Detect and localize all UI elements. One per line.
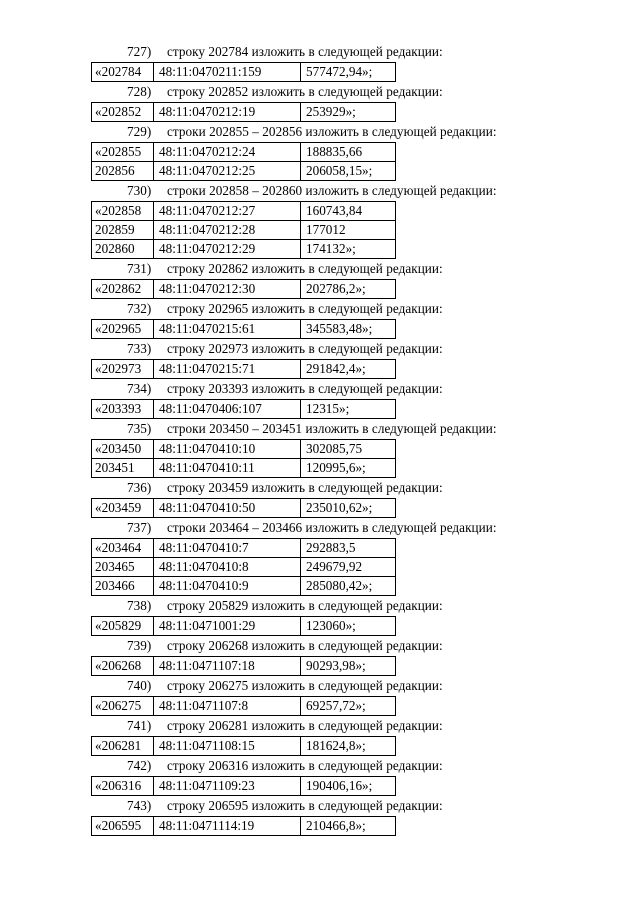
cadastral-number-cell: 48:11:0471107:18 [154,657,301,676]
item-text: строку 203459 изложить в следующей редакции: [167,480,443,495]
amendment-section [0,756,640,796]
value-cell: 190406,16»; [301,777,396,796]
row-number-cell: «202784 [92,63,154,82]
document-body [0,42,640,836]
amendment-section [0,42,640,82]
amendment-table [91,498,396,518]
row-number-cell: 202859 [92,221,154,240]
amendment-heading [0,122,640,142]
row-number-cell: «202862 [92,280,154,299]
item-number: 734) [127,381,152,396]
table-row [92,280,396,299]
value-cell: 291842,4»; [301,360,396,379]
row-number-cell: «206595 [92,817,154,836]
table-row [92,63,396,82]
amendment-heading [0,716,640,736]
cadastral-number-cell: 48:11:0470410:50 [154,499,301,518]
row-number-cell: «202855 [92,143,154,162]
value-cell: 188835,66 [301,143,396,162]
row-number-cell: «206268 [92,657,154,676]
table-row [92,777,396,796]
amendment-heading [0,299,640,319]
item-text: строку 202852 изложить в следующей редакции: [167,84,443,99]
cadastral-number-cell: 48:11:0471001:29 [154,617,301,636]
amendment-table [91,696,396,716]
value-cell: 302085,75 [301,440,396,459]
item-number: 737) [127,520,152,535]
amendment-table [91,399,396,419]
cadastral-number-cell: 48:11:0470215:71 [154,360,301,379]
amendment-section [0,181,640,259]
item-number: 739) [127,638,152,653]
item-text: строку 205829 изложить в следующей редакции: [167,598,443,613]
amendment-section [0,259,640,299]
amendment-heading [0,379,640,399]
item-number: 732) [127,301,152,316]
item-number: 730) [127,183,152,198]
item-number: 741) [127,718,152,733]
value-cell: 249679,92 [301,558,396,577]
cadastral-number-cell: 48:11:0470212:24 [154,143,301,162]
item-number: 742) [127,758,152,773]
value-cell: 90293,98»; [301,657,396,676]
row-number-cell: «206281 [92,737,154,756]
amendment-table [91,279,396,299]
item-text: строку 202784 изложить в следующей редакции: [167,44,443,59]
table-row [92,657,396,676]
value-cell: 235010,62»; [301,499,396,518]
amendment-table [91,201,396,259]
amendment-section [0,518,640,596]
row-number-cell: «202973 [92,360,154,379]
amendment-heading [0,42,640,62]
cadastral-number-cell: 48:11:0470215:61 [154,320,301,339]
amendment-section [0,716,640,756]
cadastral-number-cell: 48:11:0470212:25 [154,162,301,181]
value-cell: 210466,8»; [301,817,396,836]
amendment-section [0,676,640,716]
cadastral-number-cell: 48:11:0471109:23 [154,777,301,796]
table-row [92,697,396,716]
amendment-table [91,439,396,478]
amendment-table [91,776,396,796]
item-text: строку 206281 изложить в следующей редакции: [167,718,443,733]
table-row [92,459,396,478]
value-cell: 160743,84 [301,202,396,221]
amendment-table [91,538,396,596]
amendment-heading [0,518,640,538]
amendment-table [91,736,396,756]
amendment-section [0,596,640,636]
value-cell: 120995,6»; [301,459,396,478]
row-number-cell: «203393 [92,400,154,419]
item-number: 727) [127,44,152,59]
item-text: строку 206595 изложить в следующей редакции: [167,798,443,813]
table-row [92,577,396,596]
amendment-heading [0,756,640,776]
table-row [92,737,396,756]
cadastral-number-cell: 48:11:0470211:159 [154,63,301,82]
item-text: строку 202973 изложить в следующей редакции: [167,341,443,356]
item-text: строку 206316 изложить в следующей редакции: [167,758,443,773]
cadastral-number-cell: 48:11:0470212:27 [154,202,301,221]
item-number: 740) [127,678,152,693]
item-number: 731) [127,261,152,276]
row-number-cell: «203450 [92,440,154,459]
table-row [92,539,396,558]
value-cell: 292883,5 [301,539,396,558]
amendment-table [91,359,396,379]
cadastral-number-cell: 48:11:0470410:7 [154,539,301,558]
value-cell: 253929»; [301,103,396,122]
item-text: строки 203450 – 203451 изложить в следующей редакции: [167,421,497,436]
row-number-cell: «202852 [92,103,154,122]
table-row [92,617,396,636]
table-row [92,817,396,836]
amendment-table [91,816,396,836]
amendment-heading [0,636,640,656]
amendment-section [0,82,640,122]
amendment-section [0,299,640,339]
amendment-heading [0,339,640,359]
item-text: строки 203464 – 203466 изложить в следующей редакции: [167,520,497,535]
table-row [92,440,396,459]
amendment-heading [0,796,640,816]
amendment-heading [0,478,640,498]
value-cell: 123060»; [301,617,396,636]
row-number-cell: «202858 [92,202,154,221]
amendment-section [0,339,640,379]
row-number-cell: 202856 [92,162,154,181]
amendment-heading [0,419,640,439]
cadastral-number-cell: 48:11:0471108:15 [154,737,301,756]
value-cell: 577472,94»; [301,63,396,82]
amendment-table [91,102,396,122]
value-cell: 69257,72»; [301,697,396,716]
item-number: 743) [127,798,152,813]
table-row [92,320,396,339]
amendment-table [91,319,396,339]
cadastral-number-cell: 48:11:0470410:10 [154,440,301,459]
value-cell: 345583,48»; [301,320,396,339]
amendment-table [91,616,396,636]
table-row [92,558,396,577]
value-cell: 181624,8»; [301,737,396,756]
cadastral-number-cell: 48:11:0470410:11 [154,459,301,478]
item-text: строку 206275 изложить в следующей редакции: [167,678,443,693]
row-number-cell: «203459 [92,499,154,518]
amendment-section [0,796,640,836]
amendment-heading [0,82,640,102]
cadastral-number-cell: 48:11:0471114:19 [154,817,301,836]
table-row [92,499,396,518]
cadastral-number-cell: 48:11:0470406:107 [154,400,301,419]
item-number: 736) [127,480,152,495]
cadastral-number-cell: 48:11:0470212:19 [154,103,301,122]
row-number-cell: «203464 [92,539,154,558]
table-row [92,162,396,181]
amendment-section [0,419,640,478]
item-text: строку 203393 изложить в следующей редакции: [167,381,443,396]
cadastral-number-cell: 48:11:0470212:30 [154,280,301,299]
row-number-cell: 203451 [92,459,154,478]
value-cell: 174132»; [301,240,396,259]
row-number-cell: «205829 [92,617,154,636]
item-text: строку 206268 изложить в следующей редакции: [167,638,443,653]
item-text: строки 202855 – 202856 изложить в следующей редакции: [167,124,497,139]
row-number-cell: «206275 [92,697,154,716]
table-row [92,103,396,122]
row-number-cell: 203465 [92,558,154,577]
value-cell: 202786,2»; [301,280,396,299]
table-row [92,143,396,162]
table-row [92,240,396,259]
amendment-table [91,656,396,676]
item-text: строку 202862 изложить в следующей редакции: [167,261,443,276]
cadastral-number-cell: 48:11:0470212:29 [154,240,301,259]
table-row [92,400,396,419]
amendment-section [0,478,640,518]
row-number-cell: 202860 [92,240,154,259]
amendment-table [91,62,396,82]
table-row [92,360,396,379]
cadastral-number-cell: 48:11:0470410:9 [154,577,301,596]
item-number: 729) [127,124,152,139]
item-text: строку 202965 изложить в следующей редакции: [167,301,443,316]
cadastral-number-cell: 48:11:0471107:8 [154,697,301,716]
amendment-section [0,379,640,419]
item-text: строки 202858 – 202860 изложить в следующей редакции: [167,183,497,198]
row-number-cell: «206316 [92,777,154,796]
cadastral-number-cell: 48:11:0470212:28 [154,221,301,240]
item-number: 738) [127,598,152,613]
value-cell: 206058,15»; [301,162,396,181]
amendment-heading [0,676,640,696]
amendment-heading [0,259,640,279]
value-cell: 177012 [301,221,396,240]
row-number-cell: 203466 [92,577,154,596]
table-row [92,221,396,240]
item-number: 733) [127,341,152,356]
row-number-cell: «202965 [92,320,154,339]
amendment-section [0,636,640,676]
item-number: 735) [127,421,152,436]
amendment-table [91,142,396,181]
table-row [92,202,396,221]
cadastral-number-cell: 48:11:0470410:8 [154,558,301,577]
value-cell: 12315»; [301,400,396,419]
amendment-section [0,122,640,181]
amendment-heading [0,181,640,201]
item-number: 728) [127,84,152,99]
value-cell: 285080,42»; [301,577,396,596]
amendment-heading [0,596,640,616]
